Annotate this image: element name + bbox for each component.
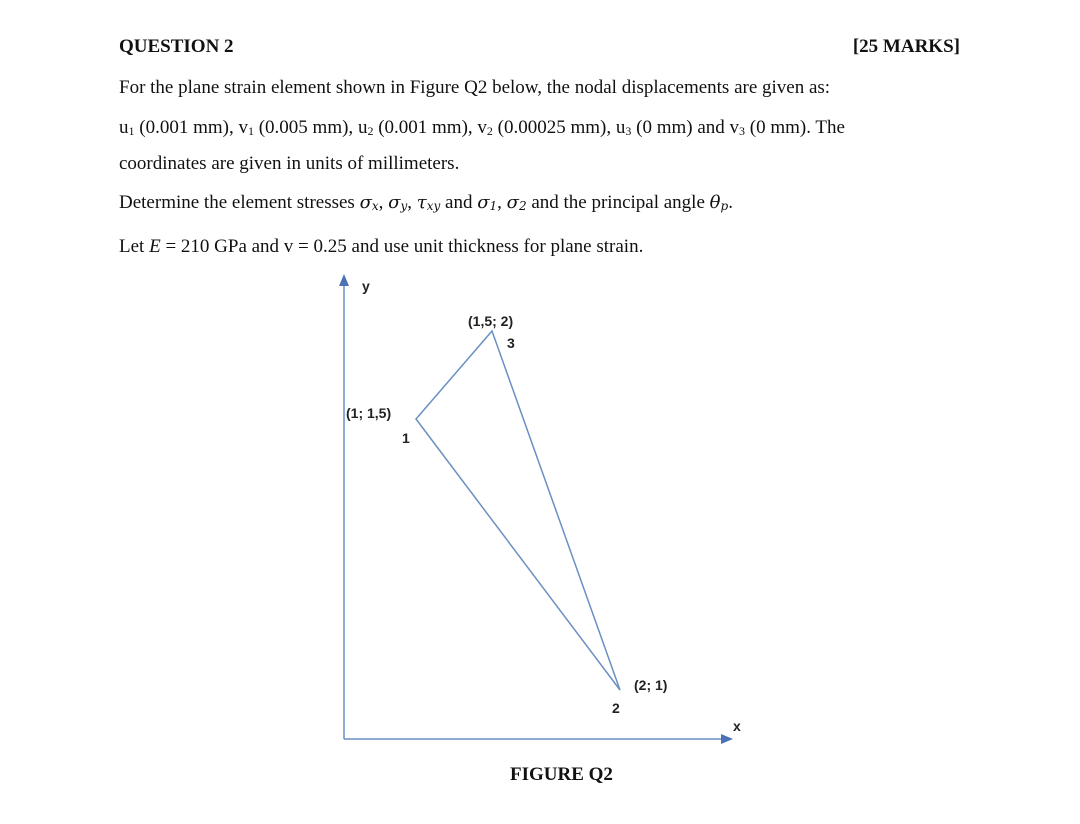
x-axis-label: x (733, 718, 741, 734)
x-axis-arrow-icon (721, 734, 733, 744)
paragraph-line-1: For the plane strain element shown in Figure Q2 below, the nodal displacements are given as: (119, 77, 831, 98)
sigma-2: $\sigma_2$ (506, 192, 527, 213)
figure-caption: FIGURE Q2 (510, 764, 613, 785)
u3-value: (0 mm) and (631, 117, 730, 138)
v3-value: (0 mm). The (745, 117, 845, 138)
y-axis-label: y (362, 278, 370, 294)
stresses-line: Determine the element stresses $\sigma_x$, $\sigma_y$, $\tau_{xy}$ and $\sigma_1$, $\sigma_2$ and the principal angle $\theta_p$. (119, 192, 733, 213)
node-1-coord: (1; 1,5) (346, 405, 392, 421)
v2-value: (0.00025 mm), (492, 117, 616, 138)
u1-symbol: $u_1$ (119, 117, 135, 138)
tau-xy: $\tau_{xy}$ (416, 192, 441, 213)
modulus-symbol: E (149, 236, 161, 257)
u2-symbol: $u_2$ (357, 117, 374, 138)
node-1-id: 1 (402, 430, 410, 446)
u1-value: (0.001 mm), (134, 117, 239, 138)
v1-value: (0.005 mm), (253, 117, 358, 138)
sigma-y: $\sigma_y$ (388, 192, 408, 213)
v3-symbol: $v_3$ (729, 117, 746, 138)
sigma-x: $\sigma_x$ (359, 192, 379, 213)
element-triangle (416, 331, 620, 690)
question-marks: [25 MARKS] (852, 36, 960, 57)
v1-symbol: $v_1$ (238, 117, 254, 138)
u2-value: (0.001 mm), (373, 117, 478, 138)
question-title: QUESTION 2 (119, 36, 234, 57)
node-2-id: 2 (612, 700, 620, 716)
material-line: Let E = 210 GPa and v = 0.25 and use unit thickness for plane strain. (119, 236, 644, 257)
theta-p: $\theta_p$ (709, 192, 729, 213)
node-3-id: 3 (507, 335, 515, 351)
node-3-coord: (1,5; 2) (468, 313, 514, 329)
sigma-1: $\sigma_1$ (477, 192, 498, 213)
paragraph-line-3: coordinates are given in units of millimeters. (119, 153, 460, 174)
y-axis-arrow-icon (339, 274, 349, 286)
v2-symbol: $v_2$ (477, 117, 493, 138)
u3-symbol: $u_3$ (615, 117, 632, 138)
node-2-coord: (2; 1) (634, 677, 668, 693)
